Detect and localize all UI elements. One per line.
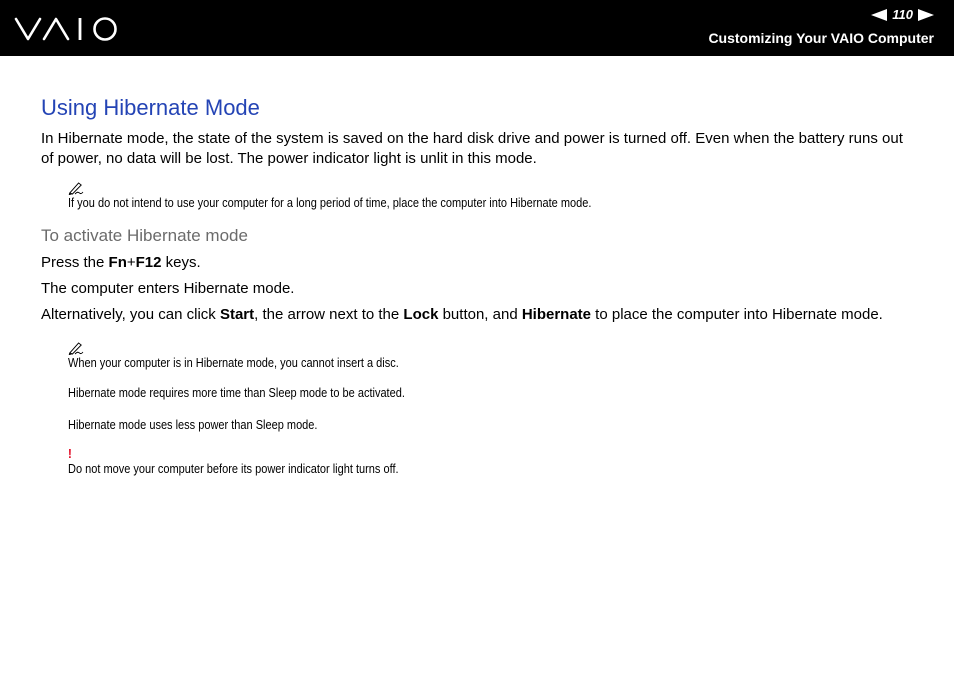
key-f12: F12 [135,254,162,271]
note-text: Hibernate mode requires more time than Sleep mode to be activated. [68,386,405,400]
alt-text-3: button, and [438,306,522,323]
warning-icon: ! [68,446,72,461]
intro-paragraph: In Hibernate mode, the state of the system is saved on the hard disk drive and power is turned off. Even when the battery runs out of power, no data will be lost. The power indicator light is unlit in this mode. [41,130,903,167]
page-title: Using Hibernate Mode [41,95,260,120]
arrow-left-icon[interactable] [871,9,887,21]
page-navigation [871,7,934,23]
section-title: Customizing Your VAIO Computer [708,30,934,46]
alt-hibernate: Hibernate [521,306,592,323]
arrow-right-icon[interactable] [918,9,934,21]
alt-start: Start [219,306,255,323]
page-number: 110 [892,7,913,22]
page-content [41,94,916,477]
alt-text-2: , the arrow next to the [254,306,404,323]
step-prefix: Press the [41,254,109,271]
warning-text: Do not move your computer before its power indicator light turns off. [68,462,399,476]
note-block-1 [68,181,814,211]
step-instruction [41,253,916,273]
note-text: If you do not intend to use your computer for a long period of time, place the computer into Hibernate mode. [68,196,592,210]
step-result: The computer enters Hibernate mode. [41,280,295,297]
key-plus: + [126,254,136,271]
alternative-instruction [41,305,916,325]
key-fn: Fn [108,254,127,271]
alt-text-1: Alternatively, you can click [41,306,220,323]
alt-text-4: to place the computer into Hibernate mode. [591,306,883,323]
section-subtitle: To activate Hibernate mode [41,226,248,245]
vaio-logo [14,14,122,44]
pencil-note-icon [68,341,84,355]
note-text: When your computer is in Hibernate mode, you cannot insert a disc. [68,356,399,370]
note-block-2 [68,341,814,371]
warning-block [68,447,814,477]
alt-lock: Lock [403,306,439,323]
note-text: Hibernate mode uses less power than Sleep mode. [68,418,318,432]
pencil-note-icon [68,181,84,195]
step-suffix: keys. [161,254,201,271]
page-header [0,0,954,56]
